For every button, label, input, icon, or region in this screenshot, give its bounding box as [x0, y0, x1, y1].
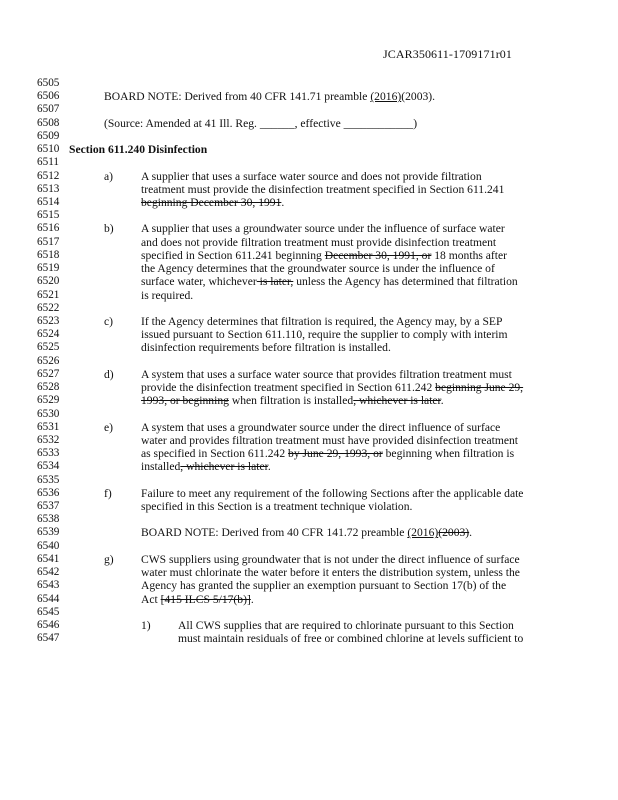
line-number: 6520 — [37, 275, 60, 288]
text-segment: A system that uses a surface water source that provides filtration treatment must — [141, 367, 512, 381]
text-segment: Failure to meet any requirement of the following Sections after the applicable date — [141, 486, 524, 500]
line-number: 6512 — [37, 169, 60, 182]
text-segment: surface water, whichever — [141, 275, 257, 289]
line-number: 6546 — [37, 619, 60, 632]
line-number: 6521 — [37, 288, 60, 301]
line-number: 6526 — [37, 354, 60, 367]
line-text — [141, 315, 502, 328]
line-text — [141, 249, 507, 262]
document-line — [0, 553, 618, 566]
line-text — [141, 487, 523, 500]
line-text — [141, 262, 495, 275]
document-line — [0, 434, 618, 447]
line-number: 6531 — [37, 420, 60, 433]
line-text — [141, 183, 504, 196]
subsection-label: d) — [104, 367, 114, 381]
document-line — [0, 77, 618, 90]
inserted-text: (2016) — [370, 90, 402, 104]
line-number: 6542 — [37, 566, 60, 579]
line-number: 6532 — [37, 433, 60, 446]
document-line — [0, 566, 618, 579]
text-segment: must maintain residuals of free or combined chlorine at levels sufficient to — [178, 632, 524, 646]
text-segment: installed — [141, 460, 181, 474]
line-number: 6547 — [37, 632, 60, 645]
text-segment: . — [469, 526, 473, 540]
deleted-text: 1993, or beginning — [141, 394, 229, 408]
document-line — [0, 606, 618, 619]
line-number: 6541 — [37, 552, 60, 565]
line-number: 6540 — [37, 539, 60, 552]
text-segment: unless the Agency has determined that filtration — [293, 275, 518, 289]
document-line — [0, 540, 618, 553]
line-text — [141, 526, 472, 539]
line-number: 6519 — [37, 262, 60, 275]
document-line — [0, 103, 618, 116]
document-line — [0, 421, 618, 434]
inserted-text: (2016) — [407, 526, 439, 540]
text-segment: BOARD NOTE: Derived from 40 CFR 141.71 preamble — [104, 90, 371, 104]
document-line — [0, 447, 618, 460]
document-line — [0, 156, 618, 169]
line-text — [141, 500, 412, 513]
subsection-label: b) — [104, 222, 114, 236]
document-line — [0, 355, 618, 368]
line-number: 6544 — [37, 592, 60, 605]
line-text — [141, 170, 482, 183]
document-line — [0, 90, 618, 103]
subsection-label: a) — [104, 169, 114, 183]
text-segment: water and provides filtration treatment must have provided disinfection treatment — [141, 433, 519, 447]
document-line — [0, 262, 618, 275]
text-segment: as specified in Section 611.242 — [141, 447, 289, 461]
line-number: 6517 — [37, 235, 60, 248]
document-line — [0, 222, 618, 235]
line-number: 6543 — [37, 579, 60, 592]
line-text — [141, 434, 518, 447]
text-segment: beginning when filtration is — [382, 447, 515, 461]
deleted-text: December 30, 1991, or — [324, 248, 432, 262]
document-line — [0, 619, 618, 632]
document-line — [0, 315, 618, 328]
line-number: 6534 — [37, 460, 60, 473]
document-line — [0, 196, 618, 209]
line-text — [141, 289, 193, 302]
line-number: 6523 — [37, 314, 60, 327]
line-number: 6545 — [37, 605, 60, 618]
text-segment: the Agency determines that the groundwater source is under the influence of — [141, 262, 495, 276]
text-segment: . — [267, 460, 271, 474]
document-id: JCAR350611-1709171r01 — [383, 47, 512, 61]
document-line — [0, 143, 618, 156]
text-segment: issued pursuant to Section 611.110, require the supplier to comply with interim — [141, 328, 508, 342]
line-number: 6518 — [37, 248, 60, 261]
document-line — [0, 632, 618, 645]
line-text — [178, 619, 514, 632]
line-text — [141, 236, 496, 249]
text-segment: A supplier that uses a surface water source and does not provide filtration — [141, 169, 482, 183]
deleted-text: , whichever is later — [353, 394, 441, 408]
document-line — [0, 593, 618, 606]
text-segment: (2003). — [401, 90, 436, 104]
document-line — [0, 408, 618, 421]
line-text — [104, 90, 435, 103]
document-line — [0, 487, 618, 500]
text-segment: All CWS supplies that are required to chlorinate pursuant to this Section — [178, 619, 514, 633]
deleted-text: beginning December 30, 1991 — [141, 195, 282, 209]
document-line — [0, 209, 618, 222]
line-number: 6535 — [37, 473, 60, 486]
document-line — [0, 500, 618, 513]
line-text — [141, 553, 520, 566]
document-line — [0, 394, 618, 407]
text-segment: . — [440, 394, 444, 408]
text-segment: If the Agency determines that filtration is required, the Agency may, by a SEP — [141, 314, 503, 328]
text-segment: A supplier that uses a groundwater source under the influence of surface water — [141, 222, 505, 236]
line-number: 6509 — [37, 129, 60, 142]
line-number: 6515 — [37, 209, 60, 222]
line-text — [104, 117, 417, 130]
text-segment: when filtration is installed — [228, 394, 354, 408]
document-line — [0, 117, 618, 130]
document-line — [0, 328, 618, 341]
subsection-label: e) — [104, 420, 114, 434]
line-text — [141, 368, 512, 381]
line-text — [141, 196, 284, 209]
line-number: 6524 — [37, 328, 60, 341]
line-text — [141, 447, 514, 460]
line-number: 6539 — [37, 526, 60, 539]
document-line — [0, 460, 618, 473]
document-line — [0, 579, 618, 592]
line-number: 6533 — [37, 447, 60, 460]
line-number: 6538 — [37, 513, 60, 526]
line-number: 6514 — [37, 195, 60, 208]
line-text — [141, 275, 518, 288]
line-text — [141, 394, 444, 407]
subsection-label: f) — [104, 486, 112, 500]
line-number: 6507 — [37, 103, 60, 116]
document-line — [0, 341, 618, 354]
text-segment: CWS suppliers using groundwater that is not under the direct influence of surface — [141, 552, 520, 566]
text-segment: Act — [141, 592, 161, 606]
text-segment: disinfection requirements before filtration is installed. — [141, 341, 391, 355]
line-number: 6527 — [37, 367, 60, 380]
line-text — [141, 222, 505, 235]
deleted-text: (2003) — [438, 526, 470, 540]
text-segment: specified in Section 611.241 beginning — [141, 248, 325, 262]
line-number: 6510 — [37, 143, 60, 156]
line-number: 6508 — [37, 116, 60, 129]
line-number: 6530 — [37, 407, 60, 420]
line-number: 6537 — [37, 500, 60, 513]
subsection-label: c) — [104, 314, 114, 328]
text-segment: provide the disinfection treatment specified in Section 611.242 — [141, 381, 436, 395]
deleted-text: [415 ILCS 5/17(b)] — [160, 592, 251, 606]
text-segment: . — [250, 592, 254, 606]
line-text — [141, 381, 523, 394]
document-line — [0, 526, 618, 539]
document-line — [0, 130, 618, 143]
line-text — [141, 460, 271, 473]
text-segment: treatment must provide the disinfection treatment specified in Section 611.241 — [141, 182, 505, 196]
line-number: 6513 — [37, 182, 60, 195]
line-number: 6505 — [37, 77, 60, 89]
text-segment: 18 months after — [431, 248, 508, 262]
document-line — [0, 275, 618, 288]
document-line — [0, 170, 618, 183]
document-line — [0, 513, 618, 526]
document-line — [0, 183, 618, 196]
text-segment: Agency has granted the supplier an exemption pursuant to Section 17(b) of the — [141, 579, 507, 593]
document-line — [0, 474, 618, 487]
document-line — [0, 289, 618, 302]
line-number: 6536 — [37, 486, 60, 499]
document-line — [0, 249, 618, 262]
section-heading — [69, 143, 207, 156]
document-line — [0, 302, 618, 315]
text-segment: and does not provide filtration treatment must provide disinfection treatment — [141, 235, 497, 249]
deleted-text: by June 29, 1993, or — [288, 447, 383, 461]
line-text — [141, 328, 508, 341]
deleted-text: , whichever is later — [180, 460, 268, 474]
line-text — [141, 593, 254, 606]
line-number: 6529 — [37, 394, 60, 407]
line-text — [141, 566, 520, 579]
line-number: 6511 — [37, 156, 59, 169]
line-text — [178, 632, 523, 645]
text-segment: BOARD NOTE: Derived from 40 CFR 141.72 preamble — [141, 526, 408, 540]
subsection-label: g) — [104, 552, 114, 566]
line-number: 6522 — [37, 301, 60, 314]
document-line — [0, 236, 618, 249]
text-segment: (Source: Amended at 41 Ill. Reg. ______, effective ____________) — [104, 116, 418, 130]
line-text — [141, 341, 391, 354]
line-number: 6516 — [37, 222, 60, 235]
line-text — [141, 421, 500, 434]
deleted-text: beginning June 29, — [435, 381, 524, 395]
document-line — [0, 381, 618, 394]
line-number: 6506 — [37, 90, 60, 103]
paragraph-label: 1) — [141, 619, 151, 633]
document-line — [0, 368, 618, 381]
deleted-text: is later, — [256, 275, 294, 289]
text-segment: A system that uses a groundwater source under the direct influence of surface — [141, 420, 501, 434]
text-segment: is required. — [141, 288, 194, 302]
text-segment: Section 611.240 Disinfection — [69, 143, 208, 157]
text-segment: . — [281, 195, 285, 209]
text-segment: water must chlorinate the water before it enters the distribution system, unless the — [141, 566, 520, 580]
text-segment: specified in this Section is a treatment technique violation. — [141, 500, 413, 514]
line-text — [141, 579, 506, 592]
line-number: 6525 — [37, 341, 60, 354]
line-number: 6528 — [37, 381, 60, 394]
